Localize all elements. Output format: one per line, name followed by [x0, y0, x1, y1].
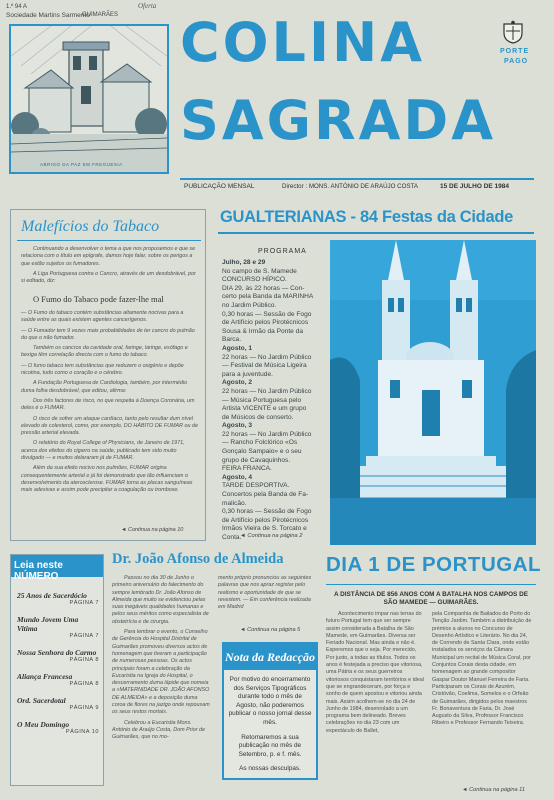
tobacco-para-1: A Liga Portuguesa contra o Cancro, através de um desdobrável, por si editado, diz:	[21, 270, 196, 285]
tobacco-bullet-2: — O Fumador tem 9 vezes mais probabilidades de ter cancro do pulmão do que o não fumador.	[21, 327, 195, 341]
contents-item-page: PÁGINA 7	[69, 600, 99, 606]
tobacco-bullet-4: — O fumo tabaco tem substâncias que reduzem o oxigénio e depõe nicotina, tudo como o coração e o cérebro.	[21, 362, 184, 377]
tobacco-para-5: O relatório do Royal College of Physicians, de Janeiro de 1971, acerca dos efeitos do cigarro na saúde, publicado tem sido muito divulgado — e muitos delararam já de FUMAR.	[21, 440, 185, 462]
publisher-name: Sociedade Martins Sarmento	[6, 12, 90, 19]
program-line: 22 horas — No Jardim Público	[222, 353, 312, 361]
publication-frequency: PUBLICAÇÃO MENSAL	[184, 183, 255, 190]
contents-item[interactable]	[17, 648, 99, 663]
church-photo-art	[330, 240, 536, 545]
contents-item-title: Aliança Francesa	[17, 672, 73, 681]
pago-label: PAGO	[504, 58, 529, 65]
editorial-note-para-3: As nossas desculpas.	[239, 765, 301, 773]
program-line: Gonçalo Sampaio» e o seu	[222, 448, 302, 456]
program-line: Artista VICENTE e um grupo	[222, 405, 307, 413]
director-line: Director : MONS. ANTÓNIO DE ARAÚJO COSTA	[282, 183, 419, 190]
contents-box	[10, 554, 104, 786]
issue-date: 15 DE JULHO DE 1984	[440, 183, 510, 190]
program-line: — Festival de Música Ligeira	[222, 362, 307, 370]
oferta-stamp: Oferta	[138, 2, 157, 10]
editorial-note	[222, 642, 318, 780]
tobacco-continue[interactable]: ◄ Continua na página 10	[121, 527, 184, 533]
dia1-continue-label: Continua na página 11	[469, 787, 525, 793]
dia1-col1	[326, 611, 426, 738]
program-line: grupo de Cavaquinhos.	[222, 456, 291, 464]
masthead-title-line2: SAGRADA	[180, 89, 496, 152]
program-line: Agosto, 2	[222, 379, 253, 387]
contents-item[interactable]	[17, 672, 99, 687]
tobacco-bullet-1: — O Fumo do tabaco contém substâncias altamente nocivas para a saúde entre as quais existem agentes cancerígenos.	[21, 310, 184, 324]
program-line: de Artifício pelos Pirotécnicos	[222, 516, 309, 524]
gualterianas-title: GUALTERIANAS - 84 Festas da Cidade	[220, 208, 513, 226]
dia1-subtitle: A DISTÂNCIA DE 856 ANOS COM A BATALHA NOS CAMPOS DE SÃO MAMEDE — GUIMARÃES.	[334, 591, 528, 607]
contents-item-page: PÁGINA 10	[65, 729, 99, 735]
tobacco-para-2: A Fundação Portuguesa de Cardiologia, também, por intermédio duma folha desdobrável, que editou, afirma:	[21, 380, 188, 394]
tobacco-continue-label: Continua na página 10	[127, 527, 184, 533]
program-line: de Músicos de conserto.	[222, 413, 294, 421]
tobacco-intro: Continuando a desenvolver o tema a que nos propusemos e que se relaciona com o título em epígrafe, damos hoje falar, sobre os perigos a que estão sujeitos os fumadores.	[21, 246, 196, 267]
editorial-note-para-1: Por motivo do encerramento dos Serviços Tipográficos durante todo o mês de Agosto, não poderemos publicar o nosso jornal desse mês.	[228, 676, 312, 726]
editorial-note-title: Nota da Redacção	[224, 644, 316, 670]
contents-item-title: Mundo Jovem Uma Vitima	[17, 615, 79, 633]
program-line: Sousa & Irmão da Ponte da	[222, 327, 304, 335]
program-line: DIA 29, às 22 horas — Con-	[222, 284, 305, 292]
program-line: No campo de S. Mamede	[222, 267, 297, 275]
tobacco-para-4: O risco de sofrer um ataque cardíaco, tanto pelo resultar dum nível elevado de colesterol, como, por exemplo, DO HÁBITO DE FUMAR ou de pressão arterial elevada.	[21, 415, 198, 437]
coat-of-arms-icon	[501, 20, 525, 44]
joao-para-4: mento próprio pronunciou as seguintes palavras que nos apraz registar pelo realismo e oportunidade de que se revestem. — Em conferência realizada em Madrid	[218, 575, 312, 611]
program-line: malicão.	[222, 499, 247, 507]
tobacco-subhead: O Fumo do Tabaco pode fazer-lhe mal	[33, 294, 164, 304]
joao-continue-label: Continua na página 5	[247, 627, 301, 633]
contents-title: Leia neste NÚMERO	[14, 560, 63, 582]
program-line: Concertos pela Banda de Fa-	[222, 491, 309, 499]
gualterianas-continue[interactable]: ◄ Continua na página 2	[240, 533, 303, 539]
masthead-title-line1: COLINA	[180, 11, 426, 74]
program-line: — Música Portuguesa pelo	[222, 396, 302, 404]
contents-item-title: Ord. Sacerdotal	[17, 696, 66, 705]
program-line: 22 horas — No Jardim Público	[222, 387, 312, 395]
contents-item-page: PÁGINA 8	[69, 657, 99, 663]
tobacco-body	[21, 246, 199, 288]
program-line: certo pela Banda da MARINHA	[222, 293, 314, 301]
program-line: no Jardim Público.	[222, 301, 277, 309]
dia1-col2	[432, 611, 534, 731]
program-line: Agosto, 4	[222, 473, 253, 481]
church-photo	[330, 240, 536, 545]
contents-item-title: Nossa Senhora do Carmo	[17, 648, 97, 657]
gualterianas-continue-label: Continua na página 2	[247, 533, 303, 539]
program-line: Conta.	[222, 534, 242, 541]
program-title: PROGRAMA	[258, 248, 307, 255]
masthead-rule	[180, 178, 534, 180]
dia1-continue[interactable]: ◄ Continua na página 11	[462, 787, 525, 793]
tobacco-para-3: Dos três factores de risco, no que respeita à Doença Coronária, um deles é o FUMAR.	[21, 397, 195, 412]
program-line: — Rancho Folclórico «Os	[222, 439, 298, 447]
program-line: Agosto, 1	[222, 344, 253, 352]
editorial-note-para-2: Retomaremos a sua publicação no mês de Setembro, p. e f. mês.	[238, 733, 302, 758]
contents-item-title: O Meu Domingo	[17, 720, 70, 729]
gualterianas-rule	[218, 232, 534, 234]
contents-header	[11, 555, 103, 582]
program-line: Barca.	[222, 336, 242, 344]
tobacco-body-2	[21, 310, 199, 498]
program-line: Agosto, 3	[222, 422, 253, 430]
tobacco-title-rule	[17, 240, 201, 241]
joao-col1	[112, 575, 210, 745]
dia1-title: DIA 1 DE PORTUGAL	[326, 553, 542, 576]
program-line: Irmãos Vieira de S. Torcato e	[222, 525, 307, 533]
church-drawing-art	[11, 26, 167, 172]
program-line: TARDE DESPORTIVA.	[222, 482, 290, 490]
program-line: CONCURSO HÍPICO.	[222, 276, 287, 284]
program-line: Julho, 28 e 29	[222, 259, 266, 266]
contents-list	[17, 591, 99, 744]
joao-col2	[218, 575, 316, 614]
contents-item-page: PÁGINA 7	[69, 633, 99, 639]
program-line: 0,30 horas — Sessão de Fogo	[222, 508, 312, 516]
joao-para-2: Para lembrar o evento, o Conselho de Gerência do Hospital Distrital de Guimarães promoveu diversos actos de homenagem que tiveram a participação de numerosas pessoas. Os actos principais foram a celebração da Eucaristia na Igreja do Hospital, o descerramento duma lápide que nomeia a «MATERNIDADE DR. JOÃO AFONSO DE ALMEIDA» e a deposição duma coroa de flores na jazigo onde repousam os seus restos mortais.	[112, 629, 210, 716]
program-line: 0,30 horas — Sessão de Fogo	[222, 310, 312, 318]
joao-para-1: Passou no dia 30 de Junho o primeiro aniversário do falecimento do sempre lembrado Dr. João Afonso de Almeida que muito se evidenciou pelas suas inegáveis qualidades humanas e pelos seus méritos como especialista de obstetrícia e de cirurgia.	[112, 575, 209, 625]
contents-item-page: PÁGINA 8	[69, 681, 99, 687]
dia1-para-1: Acontecimento impar nas terras do futuro Portugal tem que ser sempre assim considerada a Batalha de São Mamede, em Guimarães. Diversa ser Feriado Nacional. Mas ainda e não é. Esperemos que o seja. Por merecido, Por justo, a todas as títulos. Todos os anos é festejada a preciso que vitoriosa, uma Pátria e os seus guerreiros vitoriosos conquistaram territórios e ideal que se engrandeceram, por força e sonho de quem apostou e vitoriou ainda mais. Assim acolhem-se no dia 24 de Junho de 1984, desenrolado a um programa bem delineado. Breves celebrações no dia 23 com um espectáculo de Ballet,	[326, 611, 424, 734]
dia1-rule	[326, 584, 536, 585]
program-line: de Artifício pelos Pirotécnicos	[222, 319, 309, 327]
contents-item-title: 25 Anos de Sacerdócio	[17, 591, 87, 600]
publisher-city: GUIMARÃES	[82, 12, 119, 18]
issue-ref: 1.º 94 A	[6, 4, 27, 10]
joao-para-3: Celebrou a Eucaristia Mons. António de Araújo Costa, Dom Prior de Guimarães, que no mo-	[112, 719, 205, 741]
contents-item[interactable]	[17, 615, 99, 639]
program-list	[222, 259, 326, 543]
joao-title: Dr. João Afonso de Almeida	[112, 551, 284, 567]
tobacco-para-6: Além da sua efeito nocivo nos pulmões, FUMAR origina consequentemente arterial e já foi demonstrado que tão influenciam o desenvolvimento da aterosclerose. FUMAR torna as placas sanguíneas mais adesivas e assim pode precipitar a coagulação ou trombose.	[21, 465, 193, 494]
tobacco-bullet-3: Também os cancros da cavidade oral, faringe, laringe, esófago e bexiga têm correlação directa com o fumo do tabaco.	[21, 345, 188, 359]
contents-item[interactable]	[17, 696, 99, 711]
program-line: para a juventude.	[222, 370, 273, 378]
program-line: FEIRA FRANCA.	[222, 465, 272, 473]
drawing-caption: ABRIGO DA PAZ EM FREGUESIA	[40, 162, 123, 167]
tobacco-article	[10, 209, 206, 541]
church-drawing	[9, 24, 169, 174]
editorial-note-body	[228, 676, 312, 774]
dia1-para-2: pela Companhia de Bailados do Porto do Tenção Jardim. Também a distribuição de prémios a alunos no Concurso de Desenho Artístico e Literário. No dia 24, de Correndo de Santa Clara, onde estão instalados os serviços da Câmara Municipal um recital de Música Coral, por Conjuntos Corais desta cidade, em homenagem ao grande compositor Gaspar Doutor Manuel Ferreira de Faria. Participaram os Corais de Azurém, Cristóvão, Coelima, Somelos e o Orfeão de Guimarães, dirigidos pelos maestros Fr. Bonaventura de Faria, Dr. José Augusto da Silva, Professor Francisco Ribeiro e Professor Fernando Teixeira.	[432, 611, 532, 727]
contents-item[interactable]	[17, 720, 99, 735]
joao-continue[interactable]: ◄ Continua na página 5	[240, 627, 301, 633]
program-line: 22 horas — No Jardim Público	[222, 430, 312, 438]
contents-item[interactable]	[17, 591, 99, 606]
contents-item-page: PÁGINA 9	[69, 705, 99, 711]
tobacco-title: Malefícios do Tabaco	[21, 218, 160, 235]
porte-label: PORTE	[500, 48, 530, 55]
